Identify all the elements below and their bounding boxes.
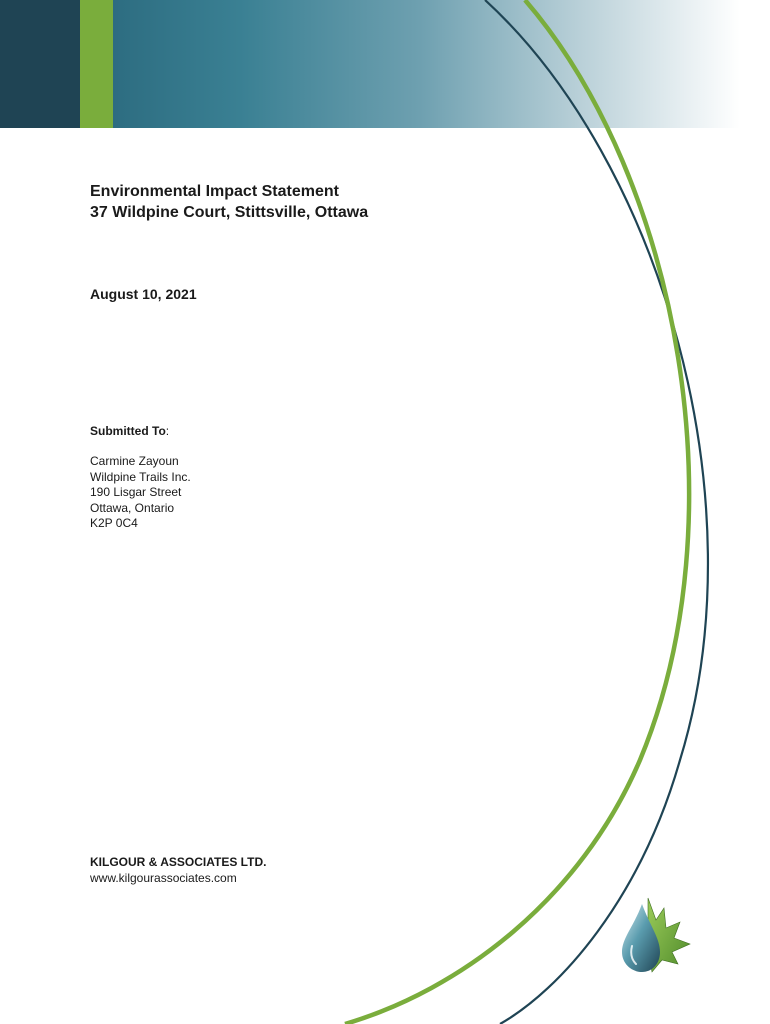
submitted-to-colon: : [165,424,170,438]
title-line-2: 37 Wildpine Court, Stittsville, Ottawa [90,204,369,221]
navy-arc [485,0,708,1024]
header-banner [0,0,770,128]
header-dark-block [0,0,80,128]
address-line: Ottawa, Ontario [90,500,175,515]
title-line-1: Environmental Impact Statement [90,183,339,200]
company-name: KILGOUR & ASSOCIATES LTD. [90,855,267,869]
kilgour-leaf-drop-logo-icon [614,890,694,980]
address-line: 190 Lisgar Street [90,485,182,499]
water-drop-shape [622,904,660,972]
address-line: K2P 0C4 [90,516,138,530]
green-arc [345,0,689,1024]
header-green-stripe [80,0,113,128]
company-block [90,855,266,886]
document-title [90,181,368,223]
submitted-to-text: Submitted To [90,424,166,438]
recipient-address [90,454,191,532]
document-date: August 10, 2021 [90,286,197,302]
address-line: Wildpine Trails Inc. [90,469,191,484]
company-website[interactable]: www.kilgourassociates.com [90,870,237,885]
submitted-to-label [90,424,169,438]
address-line: Carmine Zayoun [90,454,179,468]
